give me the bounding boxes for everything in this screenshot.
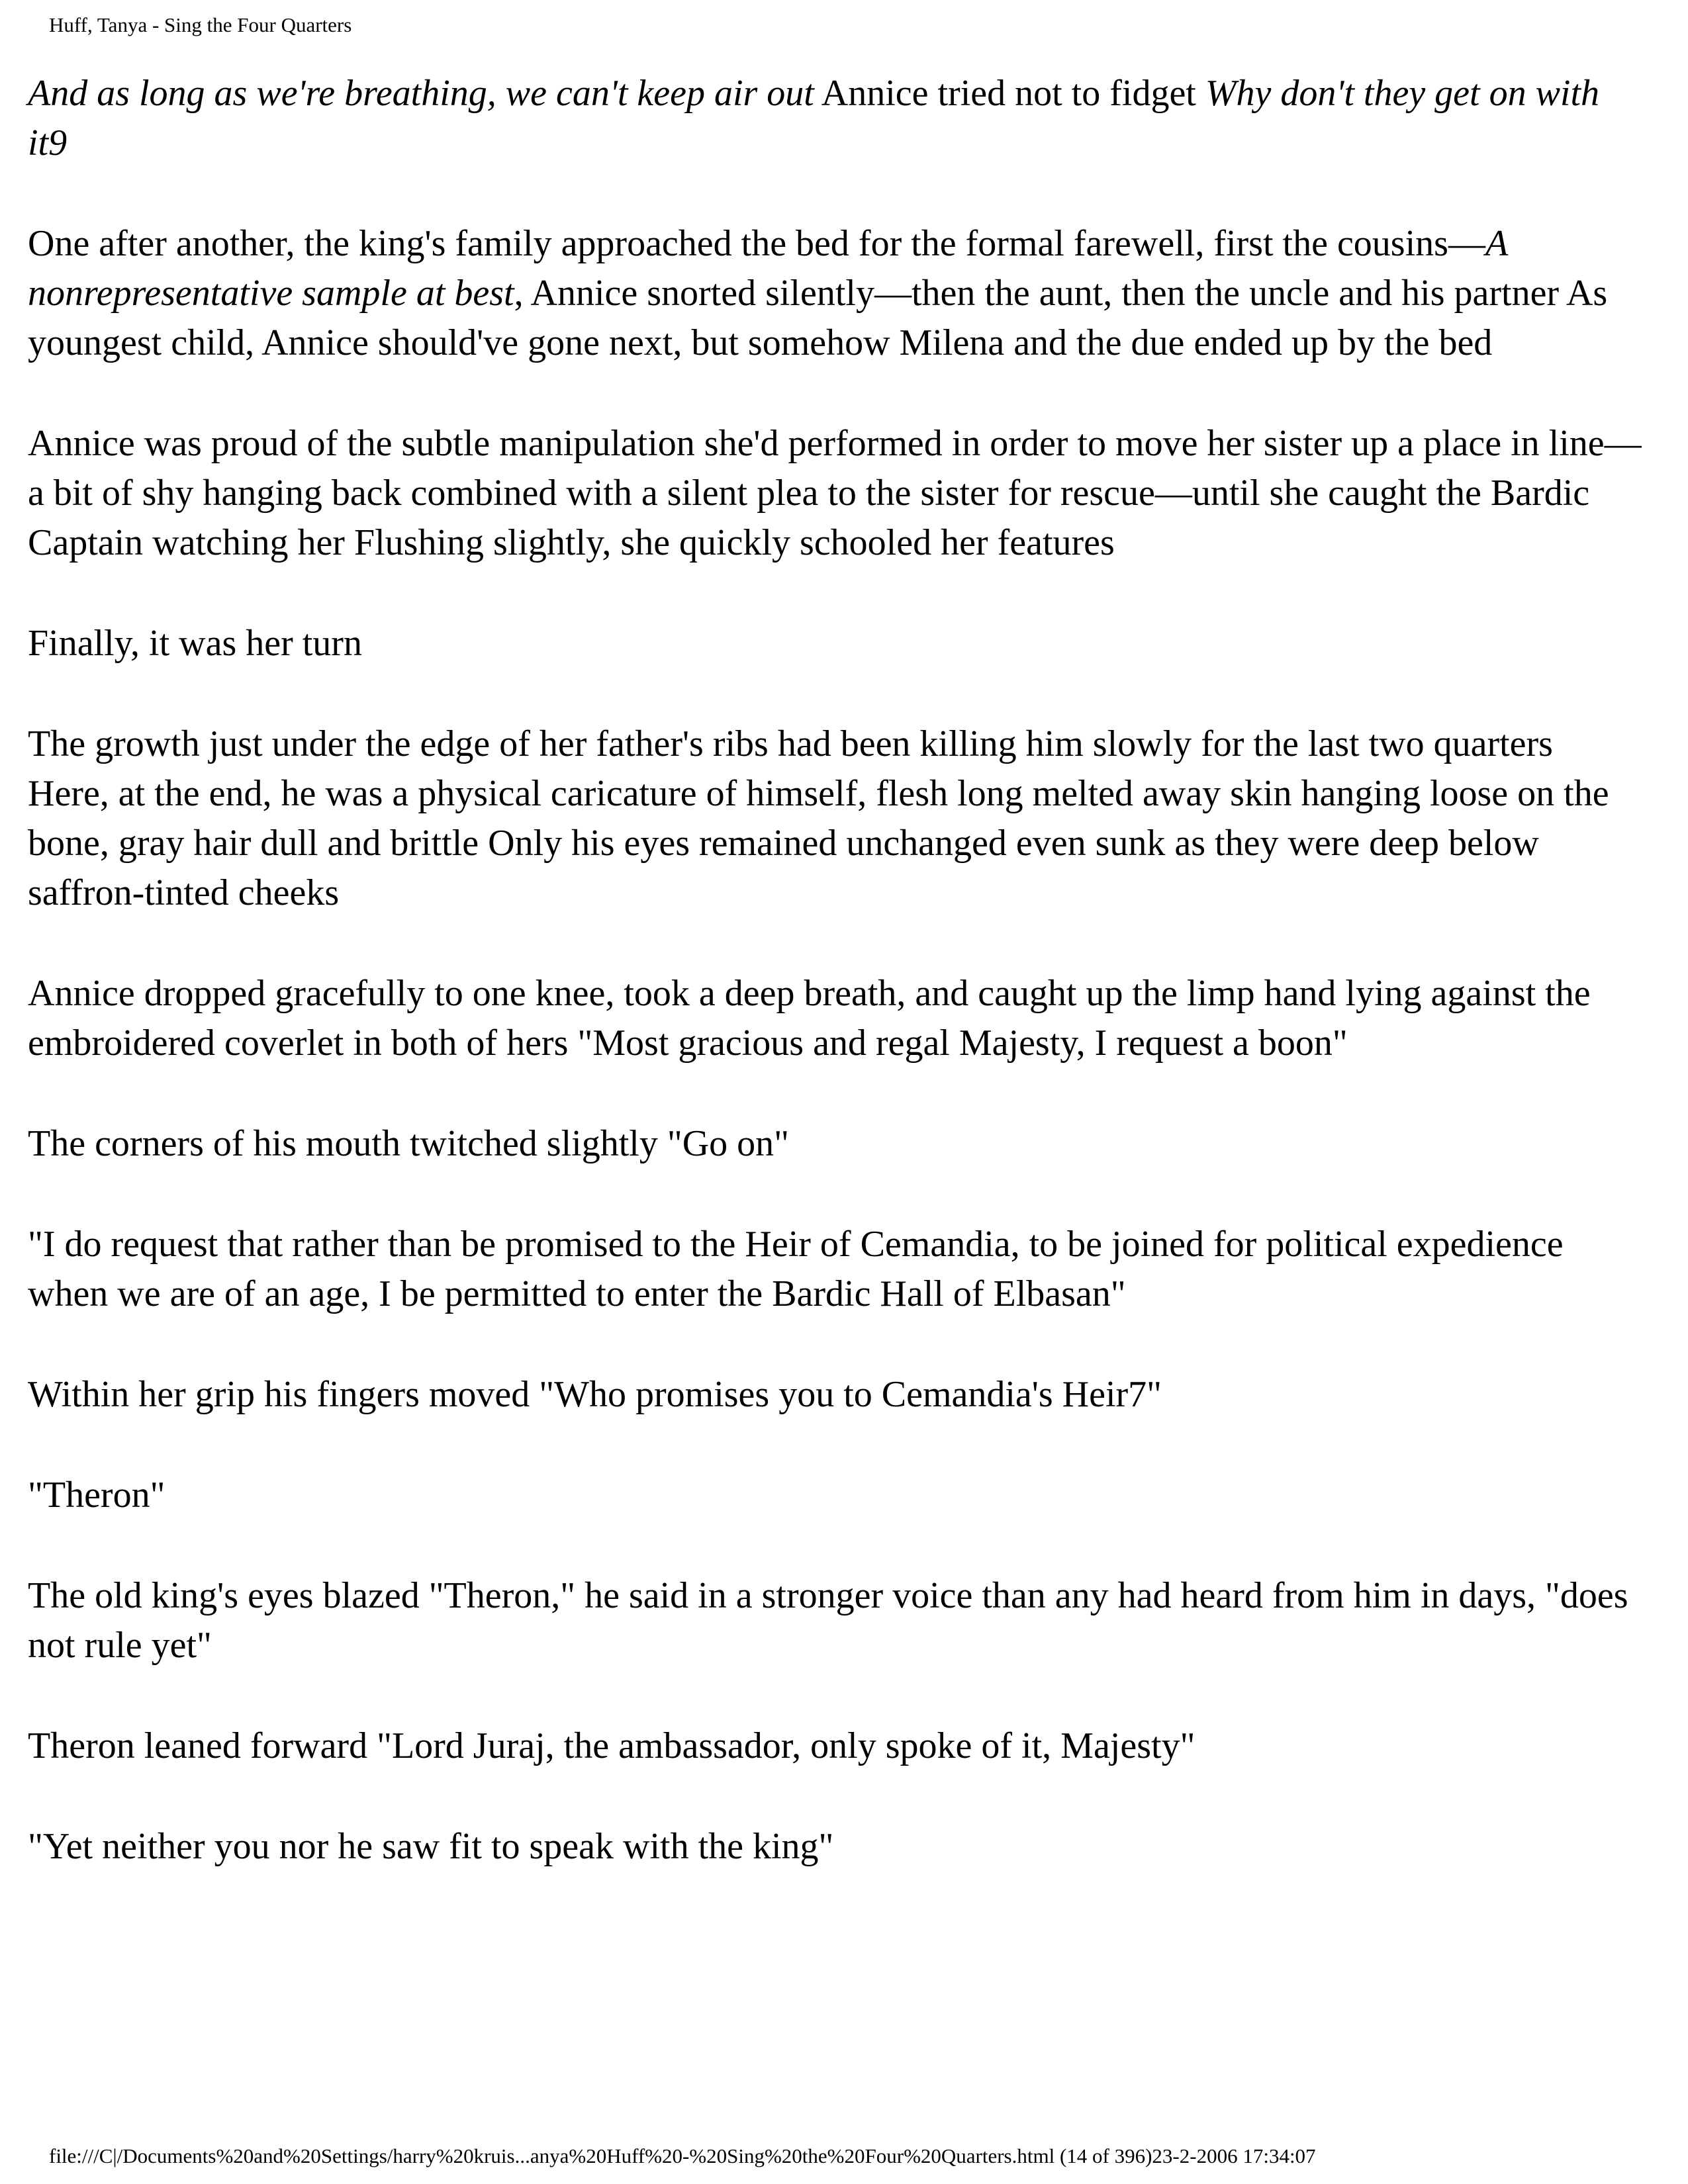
running-header — [49, 12, 352, 38]
text-run: "Yet neither you nor he saw fit to speak with the king" — [28, 1826, 834, 1867]
page-body — [28, 69, 1643, 1872]
text-run: "Theron" — [28, 1475, 165, 1516]
paragraph — [28, 69, 1643, 168]
paragraph — [28, 969, 1643, 1068]
paragraph — [28, 719, 1643, 918]
paragraph — [28, 219, 1643, 368]
running-title: Huff, Tanya - Sing the Four Quarters — [49, 13, 352, 36]
text-run: , Annice snorted silently—then the aunt, then the uncle and his partner As youngest child, Annice should've gone next, but somehow Milena and the due ended up by the bed — [28, 273, 1608, 363]
paragraph — [28, 1721, 1643, 1771]
paragraph — [28, 419, 1643, 568]
text-run-italic: A nonrepresentative sample at best — [28, 223, 1508, 314]
paragraph — [28, 1571, 1643, 1670]
text-run-italic: And as long as we're breathing, we can't keep air out — [28, 73, 814, 114]
text-run: "I do request that rather than be promised to the Heir of Cemandia, to be joined for political expedience when we are of an age, I be permitted to enter the Bardic Hall of Elbasan" — [28, 1224, 1564, 1314]
text-run: One after another, the king's family approached the bed for the formal farewell, first the cousins— — [28, 223, 1485, 264]
text-run: Theron leaned forward "Lord Juraj, the ambassador, only spoke of it, Majesty" — [28, 1725, 1196, 1766]
paragraph — [28, 619, 1643, 668]
paragraph — [28, 1220, 1643, 1319]
text-run: The old king's eyes blazed "Theron," he said in a stronger voice than any had heard from him in days, "does not rule yet" — [28, 1575, 1628, 1666]
text-run: The corners of his mouth twitched slightly "Go on" — [28, 1123, 789, 1164]
paragraph — [28, 1119, 1643, 1169]
footer-file-path: file:///C|/Documents%20and%20Settings/harry%20kruis...anya%20Huff%20-%20Sing%20the%20Four%20Quarters.html (14 of 396)23-2-2006 17:34:07 — [49, 2144, 1316, 2167]
page-footer — [49, 2143, 1316, 2169]
text-run: Finally, it was her turn — [28, 623, 362, 664]
text-run: Annice was proud of the subtle manipulation she'd performed in order to move her sister up a place in line—a bit of shy hanging back combined with a silent plea to the sister for rescue—until she caught the Bardic Captain watching her Flushing slightly, she quickly schooled her features — [28, 423, 1642, 563]
text-run: Within her grip his fingers moved "Who promises you to Cemandia's Heir7" — [28, 1374, 1162, 1415]
paragraph — [28, 1822, 1643, 1872]
text-run-italic: Why don't they get on with it9 — [28, 73, 1600, 163]
text-run: The growth just under the edge of her father's ribs had been killing him slowly for the last two quarters Here, at the end, he was a physical caricature of himself, flesh long melted away skin hanging loose on the bone, gray hair dull and brittle Only his eyes remained unchanged even sunk as they were deep below saffron-tinted cheeks — [28, 723, 1609, 913]
text-run: Annice dropped gracefully to one knee, took a deep breath, and caught up the limp hand lying against the embroidered coverlet in both of hers "Most gracious and regal Majesty, I request a boon" — [28, 973, 1591, 1064]
paragraph — [28, 1471, 1643, 1520]
text-run: Annice tried not to fidget — [814, 73, 1205, 114]
paragraph — [28, 1370, 1643, 1420]
